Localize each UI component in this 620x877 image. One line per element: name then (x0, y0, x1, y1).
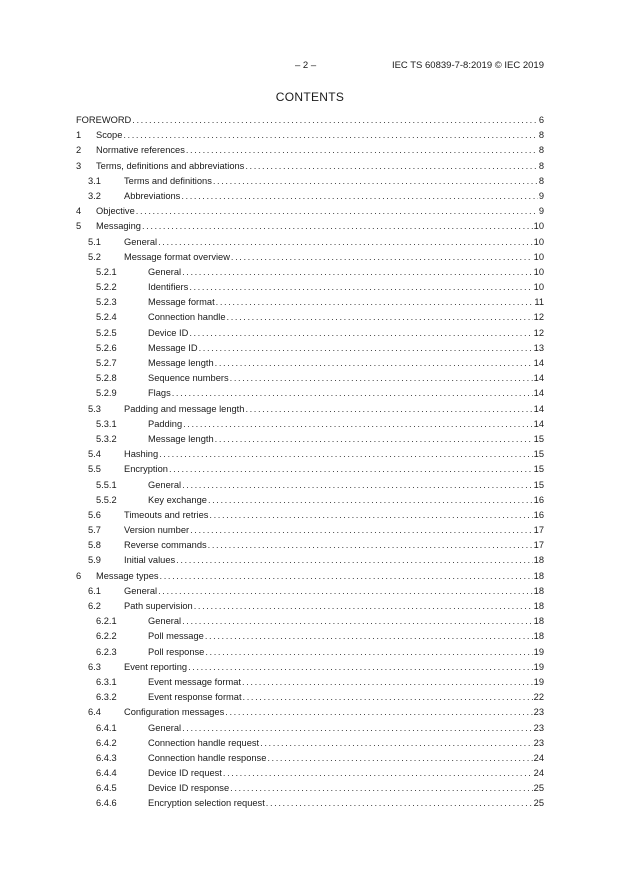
toc-entry-leader-line (124, 174, 544, 189)
toc-entry-leader-line (148, 675, 544, 690)
toc-entry-title: Event response format (148, 692, 242, 703)
toc-entry-leader-line (148, 614, 544, 629)
toc-entry[interactable] (76, 356, 544, 371)
toc-entry-number: 5.1 (88, 236, 101, 247)
toc-entry-page: 9 (538, 206, 544, 217)
toc-entry-page: 8 (538, 130, 544, 141)
dot-leader (245, 159, 538, 174)
dot-leader (189, 326, 532, 341)
toc-entry-title: Objective (96, 206, 135, 217)
toc-entry-page: 18 (533, 585, 544, 596)
toc-entry-leader-line (148, 478, 544, 493)
toc-entry[interactable] (76, 462, 544, 477)
toc-entry-number: 1 (76, 130, 82, 141)
toc-entry-page: 11 (534, 297, 544, 308)
dot-leader (182, 265, 533, 280)
dot-leader (169, 462, 533, 477)
toc-entry-page: 14 (533, 403, 544, 414)
toc-entry[interactable] (76, 493, 544, 508)
dot-leader (142, 219, 533, 234)
toc-entry-leader-line (148, 751, 544, 766)
toc-entry-number: 5.2.8 (96, 373, 117, 384)
toc-entry-number: 5.5.2 (96, 494, 117, 505)
toc-entry[interactable] (76, 614, 544, 629)
dot-leader (208, 493, 533, 508)
toc-entry-title: Key exchange (148, 494, 207, 505)
toc-entry-number: 5.2.9 (96, 388, 117, 399)
toc-entry-leader-line (96, 569, 544, 584)
dot-leader (123, 128, 537, 143)
toc-entry-number: 5.2.1 (96, 266, 117, 277)
dot-leader (194, 599, 533, 614)
toc-entry-title: General (148, 616, 182, 627)
toc-entry-leader-line (148, 310, 544, 325)
dot-leader (136, 204, 538, 219)
dot-leader (216, 295, 534, 310)
toc-entry-title: Configuration messages (124, 707, 225, 718)
toc-entry-number: 5.2.4 (96, 312, 117, 323)
toc-entry-number: 5.2.2 (96, 282, 117, 293)
toc-entry[interactable] (76, 235, 544, 250)
toc-entry[interactable] (76, 705, 544, 720)
toc-entry-title: Poll message (148, 631, 204, 642)
toc-entry-leader-line (124, 705, 544, 720)
toc-entry-page: 13 (533, 342, 544, 353)
page-header (0, 60, 620, 74)
toc-entry-number: 6.4.2 (96, 737, 117, 748)
toc-entry-title: Message ID (148, 342, 198, 353)
toc-entry-page: 14 (533, 373, 544, 384)
toc-entry-page: 14 (533, 358, 544, 368)
toc-entry-number: 5.5 (88, 464, 101, 475)
dot-leader (181, 189, 537, 204)
dot-leader (160, 569, 533, 584)
toc-entry-page: 18 (533, 570, 544, 581)
dot-leader (182, 614, 533, 629)
toc-entry[interactable] (76, 478, 544, 493)
toc-entry[interactable] (76, 751, 544, 766)
toc-entry-leader-line (148, 326, 544, 341)
toc-entry[interactable] (76, 584, 544, 599)
toc-entry-title: Timeouts and retries (124, 509, 209, 520)
toc-entry-page: 18 (533, 601, 544, 611)
toc-entry-number: 5.4 (88, 449, 101, 460)
dot-leader (158, 235, 533, 250)
toc-entry-leader-line (148, 295, 544, 310)
toc-entry-leader-line (96, 143, 544, 158)
toc-entry-title: Poll response (148, 646, 205, 657)
toc-entry-page: 15 (533, 433, 544, 444)
toc-entry-title: Connection handle request (148, 737, 260, 748)
dot-leader (242, 675, 533, 690)
dot-leader (227, 310, 533, 325)
toc-entry-page: 15 (533, 449, 544, 460)
toc-entry-title: Message types (96, 570, 159, 581)
toc-entry-title: Device ID response (148, 783, 230, 794)
dot-leader (186, 143, 538, 158)
toc-entry[interactable] (76, 721, 544, 736)
toc-entry[interactable] (76, 766, 544, 781)
dot-leader (231, 250, 533, 265)
toc-entry[interactable] (76, 386, 544, 401)
toc-entry-number: 6.2.3 (96, 646, 117, 657)
dot-leader (182, 721, 533, 736)
toc-entry-number: 3.1 (88, 175, 101, 186)
toc-entry[interactable] (76, 523, 544, 538)
toc-entry-leader-line (148, 386, 544, 401)
toc-entry[interactable] (76, 174, 544, 189)
toc-entry-leader-line (124, 660, 544, 675)
toc-entry-title: Flags (148, 388, 171, 399)
toc-entry-number: 5.2.6 (96, 342, 117, 353)
toc-entry-title: Normative references (96, 145, 185, 156)
toc-entry-leader-line (148, 432, 544, 447)
toc-entry-page: 8 (538, 175, 544, 186)
toc-entry-title: Scope (96, 130, 123, 141)
dot-leader (209, 508, 532, 523)
toc-entry-number: 5.7 (88, 525, 101, 536)
dot-leader (266, 796, 533, 811)
toc-entry-leader-line (124, 189, 544, 204)
toc-entry-number: 5.2.3 (96, 297, 117, 308)
toc-entry-page: 23 (533, 737, 544, 748)
table-of-contents (76, 113, 544, 812)
dot-leader (176, 553, 532, 568)
toc-entry-number: 6.3.2 (96, 692, 117, 703)
toc-entry-leader-line (148, 766, 544, 781)
toc-entry-page: 25 (533, 798, 544, 809)
toc-entry-page: 6 (538, 115, 544, 125)
toc-entry-page: 23 (533, 707, 544, 718)
toc-entry-number: 5.2 (88, 251, 101, 262)
toc-entry-page: 14 (533, 388, 544, 399)
toc-entry[interactable] (76, 159, 544, 174)
toc-entry-title: Encryption selection request (148, 798, 265, 809)
toc-entry-page: 19 (533, 646, 544, 657)
toc-entry-title: General (148, 479, 182, 490)
dot-leader (159, 447, 533, 462)
page-number: – 2 – (295, 60, 317, 71)
toc-entry-title: General (124, 585, 158, 596)
toc-entry[interactable] (76, 432, 544, 447)
toc-entry-title: Reverse commands (124, 540, 207, 551)
toc-entry-number: 5.9 (88, 555, 101, 566)
toc-entry-page: 15 (533, 479, 544, 490)
toc-entry[interactable] (76, 447, 544, 462)
toc-entry-title: Path supervision (124, 601, 193, 611)
toc-entry-leader-line (148, 736, 544, 751)
toc-entry[interactable] (76, 508, 544, 523)
toc-entry-page: 15 (533, 464, 544, 475)
toc-entry-page: 10 (533, 282, 544, 293)
toc-entry-number: 6.4.6 (96, 798, 117, 809)
toc-entry-page: 19 (533, 676, 544, 687)
toc-entry-page: 24 (533, 768, 544, 779)
toc-entry[interactable] (76, 781, 544, 796)
toc-entry-leader-line (148, 417, 544, 432)
toc-entry-page: 12 (533, 312, 544, 323)
toc-entry[interactable] (76, 189, 544, 204)
dot-leader (189, 280, 532, 295)
toc-entry-title: Sequence numbers (148, 373, 229, 384)
toc-entry-number: 6.3 (88, 661, 101, 672)
toc-entry-leader-line (124, 538, 544, 553)
toc-entry[interactable] (76, 280, 544, 295)
toc-entry-number: 5.3.1 (96, 418, 117, 429)
dot-leader (245, 402, 532, 417)
toc-entry-leader-line (76, 113, 544, 128)
toc-entry-page: 17 (533, 540, 544, 551)
toc-entry-page: 24 (533, 752, 544, 763)
dot-leader (223, 766, 533, 781)
dot-leader (132, 113, 538, 128)
toc-entry[interactable] (76, 402, 544, 417)
toc-entry-leader-line (96, 128, 544, 143)
toc-entry[interactable] (76, 143, 544, 158)
toc-entry-leader-line (96, 159, 544, 174)
toc-entry-number: 5 (76, 221, 82, 232)
toc-entry-page: 14 (533, 418, 544, 429)
toc-entry-title: General (124, 236, 158, 247)
toc-entry-title: Event message format (148, 676, 242, 687)
toc-entry[interactable] (76, 310, 544, 325)
toc-entry[interactable] (76, 341, 544, 356)
toc-entry-number: 6.2.1 (96, 616, 117, 627)
toc-entry-title: Encryption (124, 464, 168, 475)
toc-entry-number: 6.3.1 (96, 676, 117, 687)
toc-entry-leader-line (124, 553, 544, 568)
toc-entry-title: Message format (148, 297, 215, 308)
toc-entry-leader-line (124, 462, 544, 477)
toc-entry[interactable] (76, 219, 544, 234)
toc-entry-leader-line (148, 645, 544, 660)
toc-entry[interactable] (76, 660, 544, 675)
toc-entry-leader-line (148, 371, 544, 386)
toc-entry-leader-line (148, 280, 544, 295)
toc-entry-leader-line (124, 235, 544, 250)
toc-entry-number: 5.8 (88, 540, 101, 551)
dot-leader (213, 174, 538, 189)
toc-entry-number: 4 (76, 206, 82, 217)
toc-entry-page: 12 (533, 327, 544, 338)
toc-entry-number: 5.2.7 (96, 358, 117, 368)
toc-entry-leader-line (124, 508, 544, 523)
document-id: IEC TS 60839-7-8:2019 © IEC 2019 (391, 60, 544, 71)
toc-entry-title: Message format overview (124, 251, 230, 262)
toc-entry-leader-line (148, 341, 544, 356)
toc-entry-page: 10 (533, 221, 544, 232)
toc-entry[interactable] (76, 690, 544, 705)
toc-entry[interactable] (76, 553, 544, 568)
toc-entry[interactable] (76, 599, 544, 614)
toc-entry-leader-line (96, 219, 544, 234)
toc-entry[interactable] (76, 204, 544, 219)
toc-entry-title: FOREWORD (76, 115, 132, 125)
toc-entry[interactable] (76, 736, 544, 751)
toc-entry-number: 6.1 (88, 585, 101, 596)
toc-entry-leader-line (124, 599, 544, 614)
dot-leader (243, 690, 533, 705)
toc-entry-leader-line (124, 447, 544, 462)
dot-leader (225, 705, 532, 720)
toc-entry-title: Terms, definitions and abbreviations (96, 160, 245, 171)
toc-entry-page: 16 (533, 494, 544, 505)
toc-entry-page: 8 (538, 145, 544, 156)
toc-entry[interactable] (76, 128, 544, 143)
toc-entry-page: 19 (533, 661, 544, 672)
toc-entry-title: Device ID request (148, 768, 222, 779)
toc-entry[interactable] (76, 265, 544, 280)
dot-leader (260, 736, 533, 751)
dot-leader (215, 432, 533, 447)
toc-entry[interactable] (76, 796, 544, 811)
toc-entry[interactable] (76, 417, 544, 432)
dot-leader (183, 417, 533, 432)
dot-leader (230, 371, 533, 386)
toc-entry-number: 5.3.2 (96, 433, 117, 444)
dot-leader (182, 478, 533, 493)
toc-entry-number: 6 (76, 570, 82, 581)
toc-entry-number: 6.4 (88, 707, 101, 718)
toc-entry-title: Padding and message length (124, 403, 245, 414)
toc-entry-title: Connection handle (148, 312, 226, 323)
toc-entry-page: 10 (533, 236, 544, 247)
toc-entry-leader-line (124, 523, 544, 538)
toc-entry-page: 16 (533, 509, 544, 520)
dot-leader (205, 645, 532, 660)
toc-entry-title: Event reporting (124, 661, 188, 672)
toc-entry-number: 5.2.5 (96, 327, 117, 338)
toc-entry-leader-line (148, 721, 544, 736)
toc-entry-leader-line (148, 493, 544, 508)
toc-entry-page: 9 (538, 190, 544, 201)
dot-leader (208, 538, 533, 553)
toc-entry[interactable] (76, 645, 544, 660)
dot-leader (188, 660, 533, 675)
toc-entry[interactable] (76, 326, 544, 341)
toc-entry-page: 23 (533, 722, 544, 733)
toc-entry-leader-line (148, 781, 544, 796)
toc-entry[interactable] (76, 295, 544, 310)
toc-entry-leader-line (124, 402, 544, 417)
toc-entry-page: 10 (533, 266, 544, 277)
toc-entry-leader-line (148, 690, 544, 705)
toc-entry-number: 6.4.1 (96, 722, 117, 733)
toc-entry-title: Message length (148, 433, 214, 444)
dot-leader (230, 781, 533, 796)
toc-entry-number: 6.4.4 (96, 768, 117, 779)
toc-entry-leader-line (148, 356, 544, 371)
toc-entry-page: 10 (533, 251, 544, 262)
toc-entry-title: Padding (148, 418, 183, 429)
toc-entry-number: 6.4.5 (96, 783, 117, 794)
toc-entry[interactable] (76, 629, 544, 644)
dot-leader (267, 751, 532, 766)
toc-entry-title: Connection handle response (148, 752, 267, 763)
toc-entry[interactable] (76, 250, 544, 265)
toc-entry-title: Version number (124, 525, 190, 536)
toc-entry-number: 2 (76, 145, 82, 156)
toc-entry-number: 5.3 (88, 403, 101, 414)
toc-entry[interactable] (76, 538, 544, 553)
toc-entry-page: 22 (533, 692, 544, 703)
dot-leader (190, 523, 533, 538)
toc-entry-leader-line (96, 204, 544, 219)
dot-leader (215, 356, 533, 371)
toc-entry-page: 8 (538, 160, 544, 171)
toc-entry[interactable] (76, 113, 544, 128)
toc-entry-number: 5.6 (88, 509, 101, 520)
toc-entry-number: 3 (76, 160, 82, 171)
toc-entry-number: 3.2 (88, 190, 101, 201)
dot-leader (172, 386, 533, 401)
toc-entry-title: General (148, 722, 182, 733)
toc-entry[interactable] (76, 569, 544, 584)
toc-entry-page: 18 (533, 555, 544, 566)
toc-entry-title: Initial values (124, 555, 176, 566)
toc-entry-number: 5.5.1 (96, 479, 117, 490)
toc-entry-title: Identifiers (148, 282, 189, 293)
toc-entry-title: Device ID (148, 327, 189, 338)
toc-entry-number: 6.4.3 (96, 752, 117, 763)
toc-entry-page: 25 (533, 783, 544, 794)
page-title: CONTENTS (275, 90, 345, 104)
toc-entry-title: Terms and definitions (124, 175, 212, 186)
toc-entry-title: Message length (148, 358, 214, 368)
toc-entry-leader-line (148, 265, 544, 280)
toc-entry-page: 18 (533, 631, 544, 642)
toc-entry-leader-line (148, 629, 544, 644)
toc-entry-leader-line (124, 584, 544, 599)
dot-leader (205, 629, 533, 644)
dot-leader (158, 584, 533, 599)
toc-entry-title: Hashing (124, 449, 159, 460)
toc-entry-page: 18 (533, 616, 544, 627)
toc-entry-leader-line (148, 796, 544, 811)
toc-entry-number: 6.2 (88, 601, 101, 611)
toc-entry-title: General (148, 266, 182, 277)
dot-leader (199, 341, 533, 356)
toc-entry[interactable] (76, 675, 544, 690)
toc-entry-title: Abbreviations (124, 190, 181, 201)
toc-entry-title: Messaging (96, 221, 141, 232)
toc-entry-page: 17 (533, 525, 544, 536)
toc-entry-leader-line (124, 250, 544, 265)
toc-entry-number: 6.2.2 (96, 631, 117, 642)
toc-entry[interactable] (76, 371, 544, 386)
